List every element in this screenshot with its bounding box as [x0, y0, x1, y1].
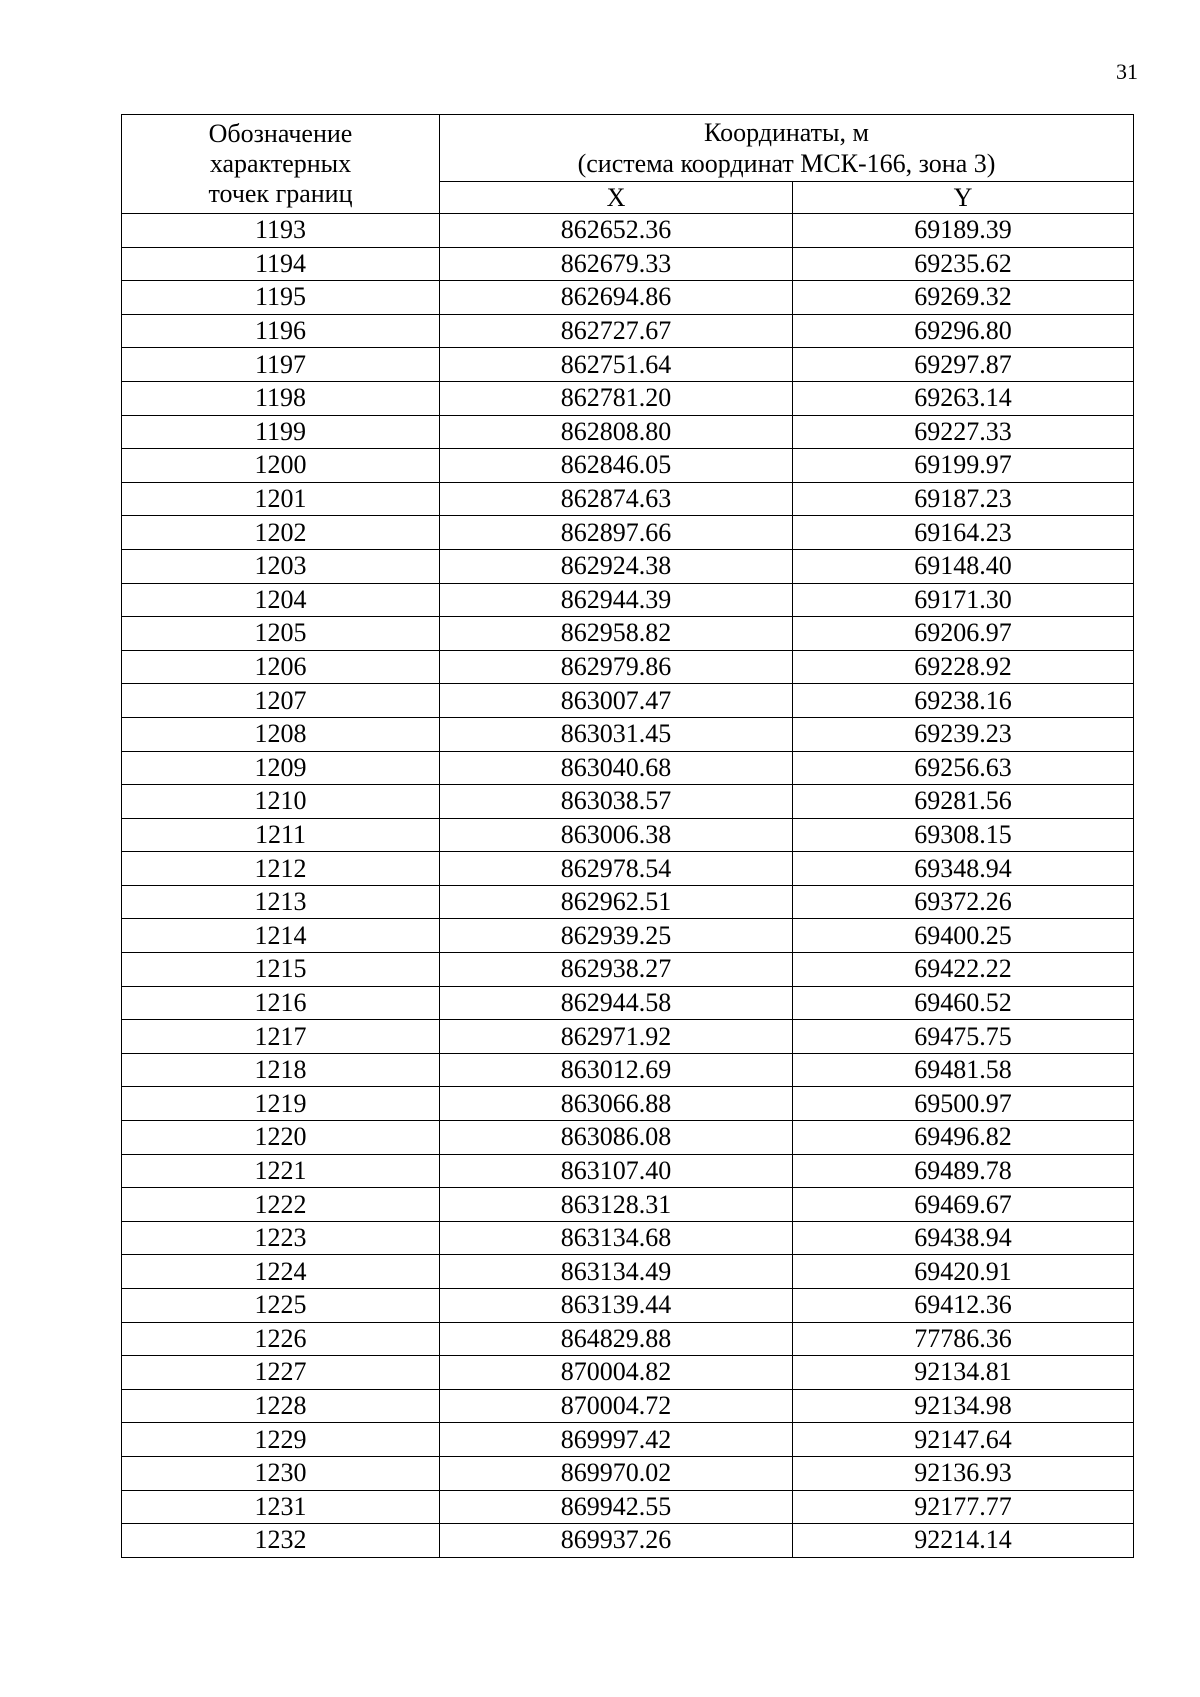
y-coordinate-cell: 69269.32: [793, 281, 1134, 315]
table-row: [122, 1289, 1134, 1323]
y-coordinate-cell: 69438.94: [793, 1221, 1134, 1255]
point-id-cell: 1214: [122, 919, 440, 953]
x-coordinate-cell: 870004.82: [440, 1356, 793, 1390]
point-id-cell: 1225: [122, 1289, 440, 1323]
y-coordinate-cell: 69372.26: [793, 885, 1134, 919]
point-id-cell: 1223: [122, 1221, 440, 1255]
table-row: [122, 314, 1134, 348]
x-coordinate-cell: 862751.64: [440, 348, 793, 382]
table-row: [122, 381, 1134, 415]
y-coordinate-cell: 92136.93: [793, 1456, 1134, 1490]
x-coordinate-cell: 864829.88: [440, 1322, 793, 1356]
x-coordinate-cell: 862808.80: [440, 415, 793, 449]
table-row: [122, 986, 1134, 1020]
y-coordinate-cell: 69348.94: [793, 852, 1134, 886]
y-coordinate-cell: 69412.36: [793, 1289, 1134, 1323]
table-row: [122, 1423, 1134, 1457]
y-coordinate-cell: 92134.81: [793, 1356, 1134, 1390]
y-coordinate-cell: 69422.22: [793, 953, 1134, 987]
table-row: [122, 482, 1134, 516]
y-coordinate-cell: 69239.23: [793, 717, 1134, 751]
table-row: [122, 247, 1134, 281]
y-coordinate-cell: 92147.64: [793, 1423, 1134, 1457]
point-id-cell: 1195: [122, 281, 440, 315]
x-coordinate-cell: 863128.31: [440, 1188, 793, 1222]
x-coordinate-cell: 863006.38: [440, 818, 793, 852]
x-coordinate-cell: 863139.44: [440, 1289, 793, 1323]
y-coordinate-cell: 69420.91: [793, 1255, 1134, 1289]
point-id-cell: 1210: [122, 785, 440, 819]
point-id-cell: 1220: [122, 1121, 440, 1155]
y-coordinate-cell: 69308.15: [793, 818, 1134, 852]
point-id-cell: 1207: [122, 684, 440, 718]
point-id-cell: 1230: [122, 1456, 440, 1490]
point-id-cell: 1213: [122, 885, 440, 919]
x-coordinate-cell: 869997.42: [440, 1423, 793, 1457]
table-row: [122, 1356, 1134, 1390]
point-id-cell: 1205: [122, 617, 440, 651]
x-coordinate-cell: 862978.54: [440, 852, 793, 886]
point-id-cell: 1219: [122, 1087, 440, 1121]
point-id-cell: 1208: [122, 717, 440, 751]
table-row: [122, 684, 1134, 718]
point-id-cell: 1228: [122, 1389, 440, 1423]
point-id-cell: 1199: [122, 415, 440, 449]
table-row: [122, 785, 1134, 819]
point-id-cell: 1194: [122, 247, 440, 281]
table-row: [122, 650, 1134, 684]
y-coordinate-cell: 69171.30: [793, 583, 1134, 617]
table-row: [122, 885, 1134, 919]
x-coordinate-cell: 862652.36: [440, 214, 793, 248]
point-id-cell: 1198: [122, 381, 440, 415]
table-row: [122, 919, 1134, 953]
x-coordinate-cell: 863040.68: [440, 751, 793, 785]
table-row: [122, 617, 1134, 651]
point-id-cell: 1227: [122, 1356, 440, 1390]
x-coordinate-cell: 863012.69: [440, 1053, 793, 1087]
table-row: [122, 1053, 1134, 1087]
designation-header: [122, 115, 440, 214]
point-id-cell: 1229: [122, 1423, 440, 1457]
table-row: [122, 1188, 1134, 1222]
x-coordinate-cell: 862924.38: [440, 549, 793, 583]
x-coordinate-cell: 863134.49: [440, 1255, 793, 1289]
x-coordinate-cell: 862939.25: [440, 919, 793, 953]
x-coordinate-cell: 862781.20: [440, 381, 793, 415]
y-coordinate-cell: 69297.87: [793, 348, 1134, 382]
table-row: [122, 549, 1134, 583]
y-coordinate-cell: 69238.16: [793, 684, 1134, 718]
x-coordinate-cell: 862979.86: [440, 650, 793, 684]
table-row: [122, 1524, 1134, 1558]
table-row: [122, 516, 1134, 550]
y-coordinate-cell: 69460.52: [793, 986, 1134, 1020]
point-id-cell: 1217: [122, 1020, 440, 1054]
y-coordinate-cell: 69148.40: [793, 549, 1134, 583]
y-coordinate-cell: 69489.78: [793, 1154, 1134, 1188]
y-coordinate-cell: 69469.67: [793, 1188, 1134, 1222]
point-id-cell: 1212: [122, 852, 440, 886]
y-column-header: Y: [793, 182, 1134, 214]
table-body: [122, 214, 1134, 1558]
y-coordinate-cell: 77786.36: [793, 1322, 1134, 1356]
table-row: [122, 717, 1134, 751]
x-coordinate-cell: 862679.33: [440, 247, 793, 281]
point-id-cell: 1200: [122, 449, 440, 483]
table-row: [122, 415, 1134, 449]
point-id-cell: 1204: [122, 583, 440, 617]
table-row: [122, 1020, 1134, 1054]
coordinates-title: Координаты, м: [704, 118, 869, 147]
y-coordinate-cell: 69199.97: [793, 449, 1134, 483]
y-coordinate-cell: 69164.23: [793, 516, 1134, 550]
x-coordinate-cell: 862962.51: [440, 885, 793, 919]
x-coordinate-cell: 862846.05: [440, 449, 793, 483]
point-id-cell: 1232: [122, 1524, 440, 1558]
point-id-cell: 1197: [122, 348, 440, 382]
table-row: [122, 1456, 1134, 1490]
x-coordinate-cell: 869937.26: [440, 1524, 793, 1558]
y-coordinate-cell: 69189.39: [793, 214, 1134, 248]
point-id-cell: 1202: [122, 516, 440, 550]
y-coordinate-cell: 69496.82: [793, 1121, 1134, 1155]
point-id-cell: 1196: [122, 314, 440, 348]
table-row: [122, 1389, 1134, 1423]
y-coordinate-cell: 69475.75: [793, 1020, 1134, 1054]
x-coordinate-cell: 862944.58: [440, 986, 793, 1020]
point-id-cell: 1215: [122, 953, 440, 987]
coordinates-header: [440, 115, 1134, 182]
x-coordinate-cell: 862694.86: [440, 281, 793, 315]
table-row: [122, 1322, 1134, 1356]
point-id-cell: 1218: [122, 1053, 440, 1087]
point-id-cell: 1201: [122, 482, 440, 516]
table-row: [122, 751, 1134, 785]
point-id-cell: 1193: [122, 214, 440, 248]
y-coordinate-cell: 69263.14: [793, 381, 1134, 415]
x-coordinate-cell: 862897.66: [440, 516, 793, 550]
point-id-cell: 1206: [122, 650, 440, 684]
table-row: [122, 1255, 1134, 1289]
x-coordinate-cell: 862938.27: [440, 953, 793, 987]
point-id-cell: 1211: [122, 818, 440, 852]
table-row: [122, 1490, 1134, 1524]
point-id-cell: 1209: [122, 751, 440, 785]
table-row: [122, 1121, 1134, 1155]
x-coordinate-cell: 863038.57: [440, 785, 793, 819]
point-id-cell: 1222: [122, 1188, 440, 1222]
point-id-cell: 1224: [122, 1255, 440, 1289]
point-id-cell: 1203: [122, 549, 440, 583]
table-row: [122, 214, 1134, 248]
table-row: [122, 449, 1134, 483]
y-coordinate-cell: 69228.92: [793, 650, 1134, 684]
point-id-cell: 1226: [122, 1322, 440, 1356]
coordinates-table: [121, 114, 1134, 1558]
designation-header-line: характерных: [209, 149, 352, 178]
x-coordinate-cell: 862958.82: [440, 617, 793, 651]
y-coordinate-cell: 69400.25: [793, 919, 1134, 953]
table-row: [122, 1221, 1134, 1255]
x-coordinate-cell: 862944.39: [440, 583, 793, 617]
x-coordinate-cell: 863086.08: [440, 1121, 793, 1155]
y-coordinate-cell: 69256.63: [793, 751, 1134, 785]
table-row: [122, 1154, 1134, 1188]
point-id-cell: 1216: [122, 986, 440, 1020]
point-id-cell: 1231: [122, 1490, 440, 1524]
designation-header-line: точек границ: [208, 179, 353, 208]
y-coordinate-cell: 92134.98: [793, 1389, 1134, 1423]
table-row: [122, 348, 1134, 382]
table-row: [122, 1087, 1134, 1121]
x-coordinate-cell: 863107.40: [440, 1154, 793, 1188]
x-coordinate-cell: 862971.92: [440, 1020, 793, 1054]
y-coordinate-cell: 92177.77: [793, 1490, 1134, 1524]
y-coordinate-cell: 69206.97: [793, 617, 1134, 651]
point-id-cell: 1221: [122, 1154, 440, 1188]
coordinate-system: (система координат МСК-166, зона 3): [577, 149, 996, 178]
table-row: [122, 281, 1134, 315]
y-coordinate-cell: 69481.58: [793, 1053, 1134, 1087]
y-coordinate-cell: 92214.14: [793, 1524, 1134, 1558]
table-row: [122, 953, 1134, 987]
x-coordinate-cell: 862874.63: [440, 482, 793, 516]
x-coordinate-cell: 869970.02: [440, 1456, 793, 1490]
table-row: [122, 818, 1134, 852]
y-coordinate-cell: 69187.23: [793, 482, 1134, 516]
x-column-header: X: [440, 182, 793, 214]
y-coordinate-cell: 69235.62: [793, 247, 1134, 281]
x-coordinate-cell: 863134.68: [440, 1221, 793, 1255]
x-coordinate-cell: 862727.67: [440, 314, 793, 348]
table-row: [122, 852, 1134, 886]
x-coordinate-cell: 863066.88: [440, 1087, 793, 1121]
y-coordinate-cell: 69296.80: [793, 314, 1134, 348]
y-coordinate-cell: 69227.33: [793, 415, 1134, 449]
designation-header-line: Обозначение: [208, 119, 353, 148]
x-coordinate-cell: 863031.45: [440, 717, 793, 751]
y-coordinate-cell: 69281.56: [793, 785, 1134, 819]
y-coordinate-cell: 69500.97: [793, 1087, 1134, 1121]
x-coordinate-cell: 863007.47: [440, 684, 793, 718]
x-coordinate-cell: 869942.55: [440, 1490, 793, 1524]
page-number: 31: [1116, 59, 1138, 84]
x-coordinate-cell: 870004.72: [440, 1389, 793, 1423]
table-row: [122, 583, 1134, 617]
